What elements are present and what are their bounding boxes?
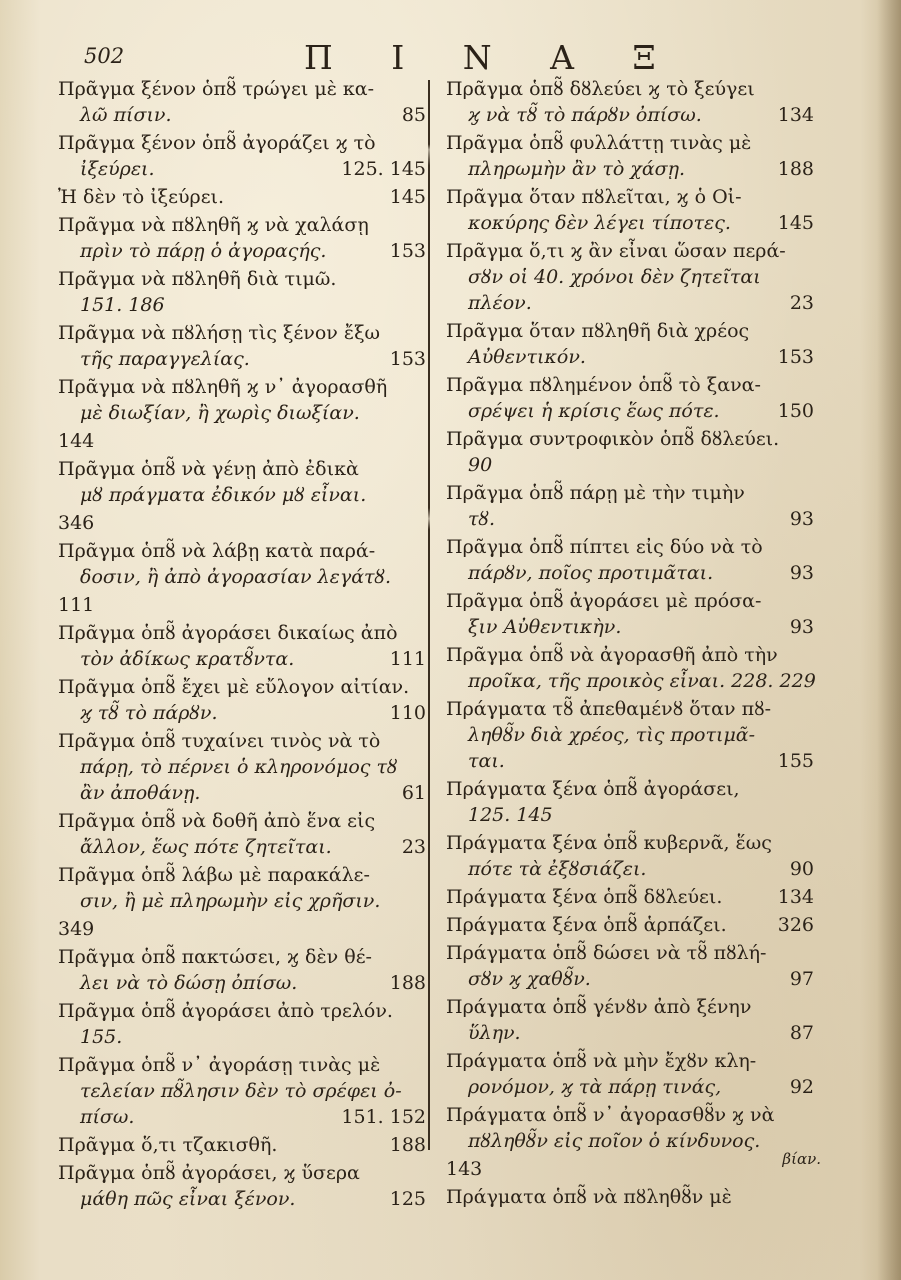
entry-continuation: πληρωμὴν ἂν τὸ χάσῃ. 188: [446, 156, 818, 182]
entry-continuation: 90: [468, 454, 493, 476]
page-reference: 188: [777, 158, 814, 180]
page-reference: 23: [789, 292, 814, 314]
page-reference: 153: [777, 346, 814, 368]
entry-heading: Πράγματα ὁπȣ̃ νὰ πȣληθȣ̃ν μὲ: [446, 1186, 732, 1208]
page-reference: 326: [777, 914, 814, 936]
page-number: 502: [84, 44, 125, 68]
entry-heading: Πρᾶγμα νὰ πȣληθῆ ϗ ν᾽ ἀγορασθῆ: [58, 376, 388, 398]
index-entry: [58, 212, 430, 264]
entry-continuation: ξιν Αὐθεντικὴν. 93: [446, 614, 818, 640]
entry-heading: 144: [58, 430, 95, 452]
entry-continuation: ϗ νὰ τȣ̃ τὸ πάρȣν ὀπίσω. 134: [446, 102, 818, 128]
entry-heading: Πρᾶγμα ὅταν πȣλεῖται, ϗ ὁ Οἰ-: [446, 186, 742, 208]
index-entry: [446, 776, 818, 828]
index-entry: [58, 1132, 430, 1158]
index-entry: [58, 862, 430, 914]
index-entry: [58, 320, 430, 372]
index-entry: [446, 318, 818, 370]
index-entry: [446, 1156, 818, 1182]
entry-heading: Πρᾶγμα ὁπȣ̃ πάρῃ μὲ τὴν τιμὴν: [446, 482, 745, 504]
entry-heading: Πρᾶγμα ὁπȣ̃ νὰ γένῃ ἀπὸ ἐδικὰ: [58, 458, 359, 480]
entry-continuation: ἂν ἀποθάνῃ. 61: [58, 780, 430, 806]
page-reference: 93: [789, 562, 814, 584]
entry-continuation: ἄλλον, ἕως πότε ζητεῖται. 23: [58, 834, 430, 860]
entry-continuation: λῶ πίσιν. 85: [58, 102, 430, 128]
right-column: [446, 76, 818, 1208]
entry-heading: Ἠ δὲν τὸ ἰξεύρει.: [58, 186, 225, 208]
entry-heading: Πρᾶγμα ὁπȣ̃ τυχαίνει τινὸς νὰ τὸ: [58, 730, 381, 752]
index-entry: [446, 884, 818, 910]
index-entry: [58, 998, 430, 1050]
spine-shadow: [877, 0, 901, 1280]
index-entry: [446, 994, 818, 1046]
entry-heading: 346: [58, 512, 95, 534]
page-reference: 90: [789, 858, 814, 880]
entry-continuation: πάρῃ, τὸ πέρνει ὁ κληρονόμος τȣ: [80, 756, 398, 778]
index-entry: [446, 372, 818, 424]
entry-heading: Πρᾶγμα νὰ πȣληθῆ ϗ νὰ χαλάσῃ: [58, 214, 369, 236]
entry-continuation: σȣν ϗ χαθȣ̃ν. 97: [446, 966, 818, 992]
entry-heading: Πρᾶγμα πȣλημένον ὁπȣ̃ τὸ ξανα-: [446, 374, 761, 396]
entry-heading: Πρᾶγμα ὁπȣ̃ πακτώσει, ϗ δὲν θέ-: [58, 946, 372, 968]
entry-heading: Πρᾶγμα ξένον ὁπȣ̃ τρώγει μὲ κα-: [58, 78, 375, 100]
entry-continuation: τελείαν πȣ̃λησιν δὲν τὸ σρέφει ὀ-: [80, 1080, 402, 1102]
index-entry: [446, 426, 818, 478]
entry-continuation: 151. 186: [80, 294, 165, 316]
entry-heading: Πρᾶγμα νὰ πȣλήσῃ τὶς ξένον ἔξω: [58, 322, 381, 344]
entry-continuation: λει νὰ τὸ δώσῃ ὀπίσω. 188: [58, 970, 430, 996]
entry-continuation: σιν, ἢ μὲ πληρωμὴν εἰς χρῆσιν.: [80, 890, 381, 912]
entry-continuation: μὲ διωξίαν, ἢ χωρὶς διωξίαν.: [80, 402, 360, 424]
page-reference: 150: [777, 400, 814, 422]
entry-heading: Πράγματα ξένα ὁπȣ̃ ἁρπάζει.: [446, 914, 727, 936]
page-reference: 188: [389, 972, 426, 994]
left-column: [58, 76, 430, 1210]
page-reference: 92: [789, 1076, 814, 1098]
entry-heading: 349: [58, 918, 95, 940]
entry-heading: Πρᾶγμα ὁπȣ̃ δȣλεύει ϗ τὸ ξεύγει: [446, 78, 755, 100]
index-entry: [446, 480, 818, 532]
entry-continuation: ται. 155: [446, 748, 818, 774]
entry-continuation: τῆς παραγγελίας. 153: [58, 346, 430, 372]
index-entry: [446, 1102, 818, 1154]
page-reference: 87: [789, 1022, 814, 1044]
page-reference: 125. 145: [341, 158, 426, 180]
page-reference: 145: [389, 186, 426, 208]
entry-heading: Πρᾶγμα ὅταν πȣληθῆ διὰ χρέος: [446, 320, 750, 342]
page-header: [84, 38, 844, 78]
entry-heading: Πράγματα ὁπȣ̃ ν᾽ ἀγορασθȣ̃ν ϗ νὰ: [446, 1104, 775, 1126]
page-reference: 85: [401, 104, 426, 126]
entry-continuation: ληθȣ̃ν διὰ χρέος, τὶς προτιμᾶ-: [468, 724, 756, 746]
entry-heading: 143: [446, 1158, 483, 1180]
index-entry: [446, 912, 818, 938]
entry-continuation: κοκύρης δὲν λέγει τίποτες. 145: [446, 210, 818, 236]
index-entry: [58, 374, 430, 426]
index-entry: [58, 674, 430, 726]
index-entry: [446, 642, 818, 694]
index-entry: [58, 808, 430, 860]
page-reference: 153: [389, 348, 426, 370]
index-entry: [58, 620, 430, 672]
index-entry: [58, 916, 430, 942]
index-entry: [58, 266, 430, 318]
page-reference: 134: [777, 104, 814, 126]
entry-continuation: ρονόμον, ϗ τὰ πάρῃ τινάς, 92: [446, 1074, 818, 1100]
entry-heading: Πρᾶγμα ὁπȣ̃ λάβω μὲ παρακάλε-: [58, 864, 370, 886]
entry-heading: Πρᾶγμα ὁπȣ̃ ἀγοράσει, ϗ ὕσερα: [58, 1162, 360, 1184]
index-entry: [58, 510, 430, 536]
entry-heading: Πράγματα ξένα ὁπȣ̃ δȣλεύει.: [446, 886, 723, 908]
page-reference: 134: [777, 886, 814, 908]
page-reference: 61: [401, 782, 426, 804]
entry-heading: Πρᾶγμα ὁπȣ̃ νὰ ἀγορασθῆ ἀπὸ τὴν: [446, 644, 778, 666]
index-entry: [446, 1184, 818, 1210]
entry-heading: 111: [58, 594, 95, 616]
page-reference: 110: [389, 702, 426, 724]
index-entry: [446, 830, 818, 882]
entry-heading: Πρᾶγμα ὁπȣ̃ ἀγοράσει μὲ πρόσα-: [446, 590, 762, 612]
entry-heading: Πρᾶγμα ὁπȣ̃ ἀγοράσει δικαίως ἀπὸ: [58, 622, 398, 644]
entry-continuation: τὸν ἀδίκως κρατȣ̃ντα. 111: [58, 646, 430, 672]
entry-continuation: πίσω. 151. 152: [58, 1104, 430, 1130]
index-entry: [446, 588, 818, 640]
entry-heading: Πρᾶγμα ὁπȣ̃ ἀγοράσει ἀπὸ τρελόν.: [58, 1000, 393, 1022]
running-title: Π Ι Ν Α Ξ: [304, 38, 680, 77]
entry-heading: Πράγματα ξένα ὁπȣ̃ κυβερνᾶ, ἕως: [446, 832, 772, 854]
entry-heading: Πρᾶγμα ὅ,τι ϗ ἂν εἶναι ὥσαν περά-: [446, 240, 786, 262]
page-reference: 145: [777, 212, 814, 234]
index-entry: [58, 130, 430, 182]
index-entry: [58, 944, 430, 996]
entry-continuation: Αὐθεντικόν. 153: [446, 344, 818, 370]
index-entry: [446, 184, 818, 236]
page-reference: 125: [389, 1188, 426, 1210]
page-reference: 23: [401, 836, 426, 858]
index-entry: [446, 696, 818, 774]
index-entry: [58, 428, 430, 454]
entry-continuation: σρέψει ἡ κρίσις ἕως πότε. 150: [446, 398, 818, 424]
entry-continuation: ὕλην. 87: [446, 1020, 818, 1046]
index-entry: [446, 76, 818, 128]
entry-heading: Πράγματα ὁπȣ̃ γένȣν ἀπὸ ξένην: [446, 996, 752, 1018]
entry-continuation: ϗ τȣ̃ τὸ πάρȣν. 110: [58, 700, 430, 726]
entry-heading: Πρᾶγμα ὁπȣ̃ ν᾽ ἀγοράσῃ τινὰς μὲ: [58, 1054, 381, 1076]
entry-continuation: πάρȣν, ποῖος προτιμᾶται. 93: [446, 560, 818, 586]
page-reference: 153: [389, 240, 426, 262]
entry-continuation: πρὶν τὸ πάρῃ ὁ ἀγοραςής. 153: [58, 238, 430, 264]
page-reference: 93: [789, 508, 814, 530]
page-reference: 151. 152: [341, 1106, 426, 1128]
entry-continuation: πȣληθȣ̃ν εἰς ποῖον ὁ κίνδυνος.: [468, 1130, 761, 1152]
entry-continuation: δοσιν, ἢ ἀπὸ ἀγορασίαν λεγάτȣ.: [80, 566, 392, 588]
index-entry: [58, 1052, 430, 1130]
entry-continuation: πότε τὰ ἐξȣσιάζει. 90: [446, 856, 818, 882]
index-entry: [446, 130, 818, 182]
entry-heading: Πράγματα τȣ̃ ἀπεθαμένȣ ὅταν πȣ-: [446, 698, 772, 720]
page-reference: 93: [789, 616, 814, 638]
index-entry: [58, 76, 430, 128]
entry-heading: Πρᾶγμα συντροφικὸν ὁπȣ̃ δȣλεύει.: [446, 428, 780, 450]
entry-heading: Πρᾶγμα ὅ,τι τζακισθῆ.: [58, 1134, 278, 1156]
page-reference: 97: [789, 968, 814, 990]
entry-continuation: τȣ. 93: [446, 506, 818, 532]
index-entry: [58, 1160, 430, 1212]
entry-heading: Πράγματα ὁπȣ̃ νὰ μὴν ἔχȣν κλη-: [446, 1050, 757, 1072]
entry-heading: Πρᾶγμα ὁπȣ̃ νὰ λάβῃ κατὰ παρά-: [58, 540, 376, 562]
catchword: βίαν.: [782, 1150, 821, 1168]
entry-continuation: προῖκα, τῆς προικὸς εἶναι. 228. 229: [468, 670, 816, 692]
entry-heading: Πράγματα ὁπȣ̃ δώσει νὰ τȣ̃ πȣλή-: [446, 942, 767, 964]
page-reference: 188: [389, 1134, 426, 1156]
index-entry: [446, 238, 818, 316]
entry-continuation: σȣν οἱ 40. χρόνοι δὲν ζητεῖται: [468, 266, 761, 288]
entry-heading: Πρᾶγμα ὁπȣ̃ πίπτει εἰς δύο νὰ τὸ: [446, 536, 763, 558]
index-entry: [446, 534, 818, 586]
entry-continuation: μάθη πῶς εἶναι ξένον. 125: [58, 1186, 430, 1212]
entry-heading: Πρᾶγμα ὁπȣ̃ ἔχει μὲ εὔλογον αἰτίαν.: [58, 676, 410, 698]
entry-continuation: 155.: [80, 1026, 123, 1048]
index-entry: [58, 184, 430, 210]
entry-heading: Πρᾶγμα ξένον ὁπȣ̃ ἀγοράζει ϗ τὸ: [58, 132, 376, 154]
index-entry: [58, 592, 430, 618]
page-reference: 111: [389, 648, 426, 670]
index-entry: [446, 940, 818, 992]
page-reference: 155: [777, 750, 814, 772]
entry-continuation: μȣ πράγματα ἐδικόν μȣ εἶναι.: [80, 484, 367, 506]
entry-continuation: 125. 145: [468, 804, 553, 826]
entry-continuation: πλέον. 23: [446, 290, 818, 316]
index-entry: [58, 728, 430, 806]
index-entry: [446, 1048, 818, 1100]
entry-heading: Πρᾶγμα ὁπȣ̃ νὰ δοθῆ ἀπὸ ἕνα εἰς: [58, 810, 376, 832]
index-entry: [58, 538, 430, 590]
index-entry: [58, 456, 430, 508]
entry-heading: Πρᾶγμα ὁπȣ̃ φυλλάττῃ τινὰς μὲ: [446, 132, 752, 154]
entry-heading: Πρᾶγμα νὰ πȣληθῆ διὰ τιμῶ.: [58, 268, 337, 290]
entry-continuation: ἰξεύρει. 125. 145: [58, 156, 430, 182]
entry-heading: Πράγματα ξένα ὁπȣ̃ ἀγοράσει,: [446, 778, 740, 800]
